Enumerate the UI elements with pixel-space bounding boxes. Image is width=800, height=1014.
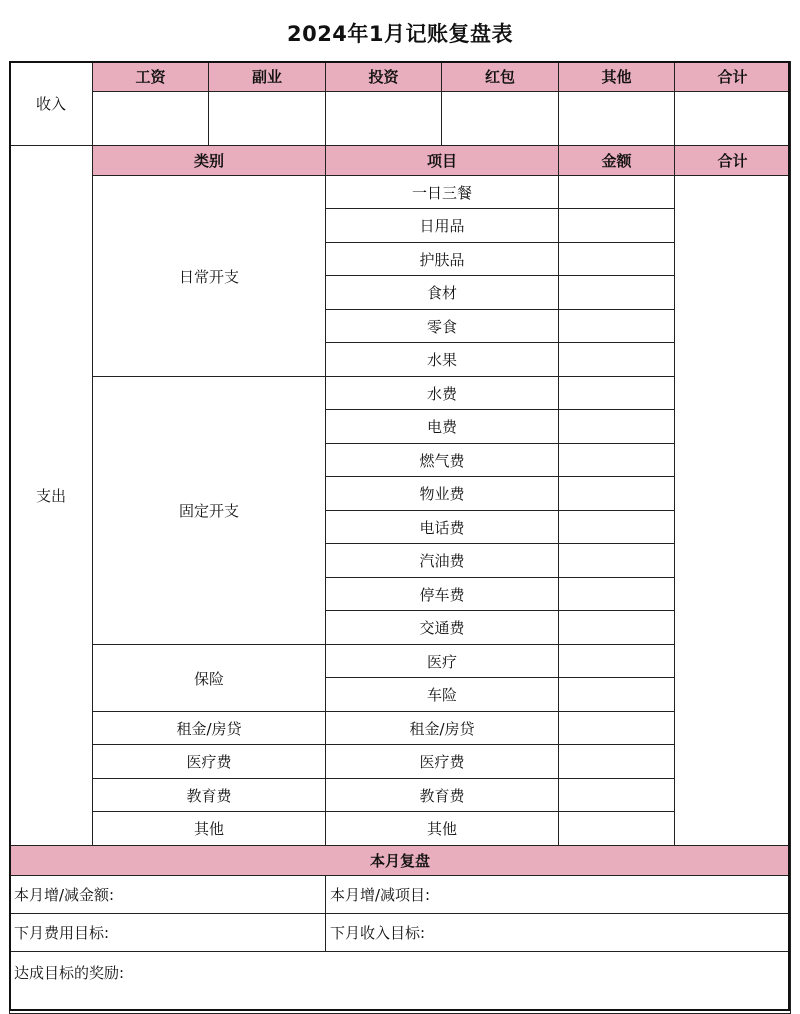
income-col-red-packet: 红包 — [442, 62, 559, 92]
expense-header-amount: 金额 — [559, 146, 675, 176]
amount-cell[interactable] — [559, 410, 675, 444]
change-items-field[interactable]: 本月增/减项目: — [326, 876, 791, 914]
next-income-goal-field[interactable]: 下月收入目标: — [326, 914, 791, 952]
expense-item: 汽油费 — [326, 544, 559, 578]
expense-item: 其他 — [326, 812, 559, 846]
expense-item: 食材 — [326, 276, 559, 310]
amount-cell[interactable] — [559, 243, 675, 276]
income-col-investment: 投资 — [326, 62, 442, 92]
amount-cell[interactable] — [559, 444, 675, 477]
expense-item: 水果 — [326, 343, 559, 377]
expense-item: 电费 — [326, 410, 559, 444]
expense-item: 护肤品 — [326, 243, 559, 276]
income-col-sideline: 副业 — [209, 62, 326, 92]
amount-cell[interactable] — [559, 377, 675, 410]
income-red-packet-cell[interactable] — [442, 92, 559, 146]
next-expense-goal-field[interactable]: 下月费用目标: — [10, 914, 326, 952]
amount-cell[interactable] — [559, 310, 675, 343]
expense-item: 日用品 — [326, 209, 559, 243]
income-col-other: 其他 — [559, 62, 675, 92]
expense-item: 物业费 — [326, 477, 559, 511]
amount-cell[interactable] — [559, 477, 675, 511]
income-other-cell[interactable] — [559, 92, 675, 146]
expense-item: 医疗费 — [326, 745, 559, 779]
expense-item: 水费 — [326, 377, 559, 410]
category-other: 其他 — [93, 812, 326, 846]
income-sideline-cell[interactable] — [209, 92, 326, 146]
amount-cell[interactable] — [559, 779, 675, 812]
amount-cell[interactable] — [559, 176, 675, 209]
amount-cell[interactable] — [559, 343, 675, 377]
review-header: 本月复盘 — [10, 846, 791, 876]
income-col-total: 合计 — [675, 62, 791, 92]
sheet-title: 2024年1月记账复盘表 — [286, 22, 514, 46]
amount-cell[interactable] — [559, 209, 675, 243]
category-medical: 医疗费 — [93, 745, 326, 779]
expense-total-cell[interactable] — [675, 176, 791, 846]
reward-field[interactable]: 达成目标的奖励: — [10, 952, 791, 1014]
category-insurance: 保险 — [93, 645, 326, 712]
amount-cell[interactable] — [559, 611, 675, 645]
category-education: 教育费 — [93, 779, 326, 812]
amount-cell[interactable] — [559, 812, 675, 846]
amount-cell[interactable] — [559, 578, 675, 611]
income-col-salary: 工资 — [93, 62, 209, 92]
expense-label: 支出 — [10, 146, 93, 846]
expense-header-category: 类别 — [93, 146, 326, 176]
amount-cell[interactable] — [559, 678, 675, 712]
expense-item: 停车费 — [326, 578, 559, 611]
expense-item: 交通费 — [326, 611, 559, 645]
change-amount-field[interactable]: 本月增/减金额: — [10, 876, 326, 914]
category-rent-mortgage: 租金/房贷 — [93, 712, 326, 745]
expense-item: 电话费 — [326, 511, 559, 544]
amount-cell[interactable] — [559, 712, 675, 745]
expense-item: 零食 — [326, 310, 559, 343]
amount-cell[interactable] — [559, 645, 675, 678]
amount-cell[interactable] — [559, 544, 675, 578]
expense-item: 医疗 — [326, 645, 559, 678]
expense-header-item: 项目 — [326, 146, 559, 176]
income-label: 收入 — [10, 62, 93, 146]
income-salary-cell[interactable] — [93, 92, 209, 146]
income-total-cell[interactable] — [675, 92, 791, 146]
ledger-table — [9, 61, 791, 1014]
expense-item: 教育费 — [326, 779, 559, 812]
category-fixed: 固定开支 — [93, 377, 326, 645]
category-daily: 日常开支 — [93, 176, 326, 377]
expense-header-total: 合计 — [675, 146, 791, 176]
amount-cell[interactable] — [559, 745, 675, 779]
expense-item: 燃气费 — [326, 444, 559, 477]
expense-item: 租金/房贷 — [326, 712, 559, 745]
amount-cell[interactable] — [559, 511, 675, 544]
expense-item: 一日三餐 — [326, 176, 559, 209]
income-investment-cell[interactable] — [326, 92, 442, 146]
expense-item: 车险 — [326, 678, 559, 712]
amount-cell[interactable] — [559, 276, 675, 310]
